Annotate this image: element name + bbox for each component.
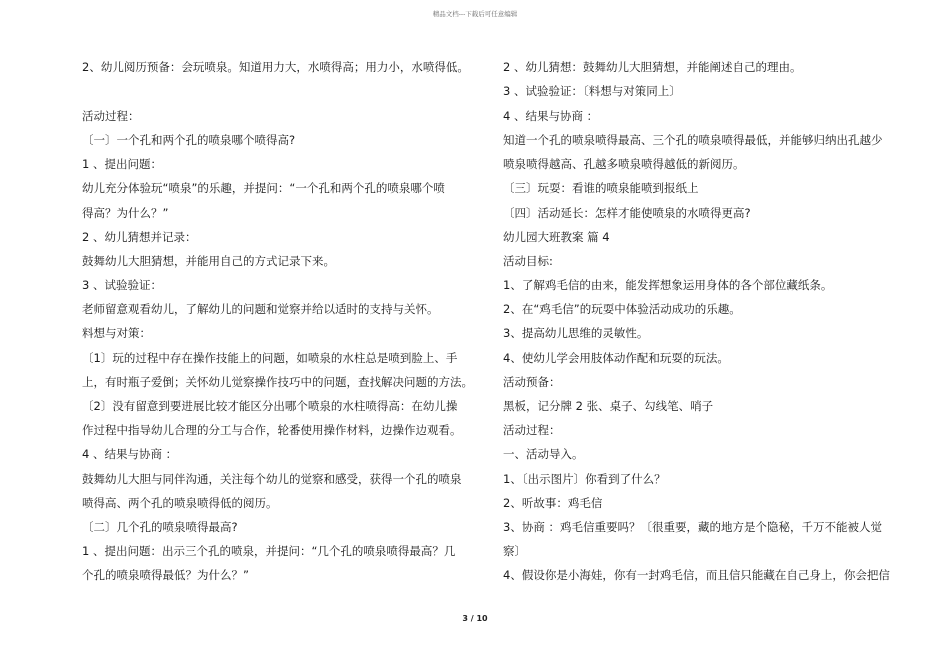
text-line: 一、活动导入。 (503, 447, 584, 461)
text-line: 喷得高、两个孔的喷泉喷得低的阅历。 (82, 496, 278, 510)
text-line: 〔四〕活动延长：怎样才能使喷泉的水喷得更高? (503, 206, 751, 220)
text-line: 1、了解鸡毛信的由来，能发挥想象运用身体的各个部位藏纸条。 (503, 278, 833, 292)
text-line: 4、假设你是小海娃，你有一封鸡毛信，而且信只能藏在自己身上，你会把信 (503, 568, 890, 582)
text-line: 1 、提出问题：出示三个孔的喷泉，并提问：“几个孔的喷泉喷得最高？几 (82, 544, 456, 558)
text-line: 4 、结果与协商 ： (82, 447, 178, 461)
text-line: 老师留意观看幼儿，了解幼儿的问题和觉察并给以适时的支持与关怀。 (82, 302, 439, 316)
text-line: 〔1〕玩的过程中存在操作技能上的问题，如喷泉的水柱总是喷到脸上、手 (82, 351, 458, 365)
text-line: 2、在“鸡毛信”的玩耍中体验活动成功的乐趣。 (503, 302, 741, 316)
text-line: 〔一〕一个孔和两个孔的喷泉哪个喷得高? (82, 133, 296, 147)
text-line: 3 、试验验证：〔料想与对策同上〕 (503, 84, 681, 98)
text-line: 3、协商 ：鸡毛信重要吗？〔很重要，藏的地方是个隐秘，千万不能被人觉 (503, 520, 882, 534)
text-line: 2、听故事：鸡毛信 (503, 496, 603, 510)
text-line: 黑板，记分牌 2 张、桌子、勾线笔、哨子 (503, 399, 714, 413)
text-line: 2 、幼儿猜想并记录： (82, 230, 197, 244)
page-number: 3 / 10 (462, 614, 488, 623)
text-line: 1 、提出问题： (82, 157, 162, 171)
text-line: 料想与对策： (82, 326, 151, 340)
text-line: 3 、试验验证： (82, 278, 162, 292)
section-heading: 幼儿园大班教案 篇 4 (503, 230, 610, 244)
text-line: 知道一个孔的喷泉喷得最高、三个孔的喷泉喷得最低，并能够归纳出孔越少 (503, 133, 883, 147)
text-line: 活动过程： (503, 423, 561, 437)
text-line: 4、使幼儿学会用肢体动作配和玩耍的玩法。 (503, 351, 729, 365)
text-line: 鼓舞幼儿大胆与同伴沟通，关注每个幼儿的觉察和感受，获得一个孔的喷泉 (82, 472, 462, 486)
text-line: 幼儿充分体验玩“喷泉”的乐趣，并提问：“一个孔和两个孔的喷泉哪个喷 (82, 181, 445, 195)
text-line: 〔三〕玩耍：看谁的喷泉能喷到报纸上 (503, 181, 699, 195)
text-line: 个孔的喷泉喷得最低？为什么？” (82, 568, 249, 582)
page-header: 精品文档---下载后可任意编辑 (432, 10, 518, 18)
text-line: 3、提高幼儿思维的灵敏性。 (503, 326, 649, 340)
text-line: 〔二〕几个孔的喷泉喷得最高? (82, 520, 238, 534)
text-line: 活动目标: (503, 254, 553, 268)
text-line: 〔2〕没有留意到要进展比较才能区分出哪个喷泉的水柱喷得高：在幼儿操 (82, 399, 458, 413)
text-line: 喷泉喷得越高、孔越多喷泉喷得越低的新阅历。 (503, 157, 745, 171)
text-line: 活动预备： (503, 375, 561, 389)
text-line: 活动过程： (82, 109, 140, 123)
text-line: 1、〔出示图片〕你看到了什么？ (503, 472, 666, 486)
text-line: 得高？为什么？” (82, 206, 169, 220)
text-line: 上，有时瓶子爱倒；关怀幼儿觉察操作技巧中的问题，查找解决问题的方法。 (82, 375, 473, 389)
text-line: 4 、结果与协商 ： (503, 109, 599, 123)
text-line: 2 、幼儿猜想：鼓舞幼儿大胆猜想，并能阐述自己的理由。 (503, 60, 802, 74)
text-line: 鼓舞幼儿大胆猜想，并能用自己的方式记录下来。 (82, 254, 335, 268)
text-line: 察〕 (503, 544, 526, 558)
text-line: 2、幼儿阅历预备：会玩喷泉。知道用力大，水喷得高；用力小，水喷得低。 (82, 60, 469, 74)
text-line: 作过程中指导幼儿合理的分工与合作，轮番使用操作材料，边操作边观看。 (82, 423, 462, 437)
